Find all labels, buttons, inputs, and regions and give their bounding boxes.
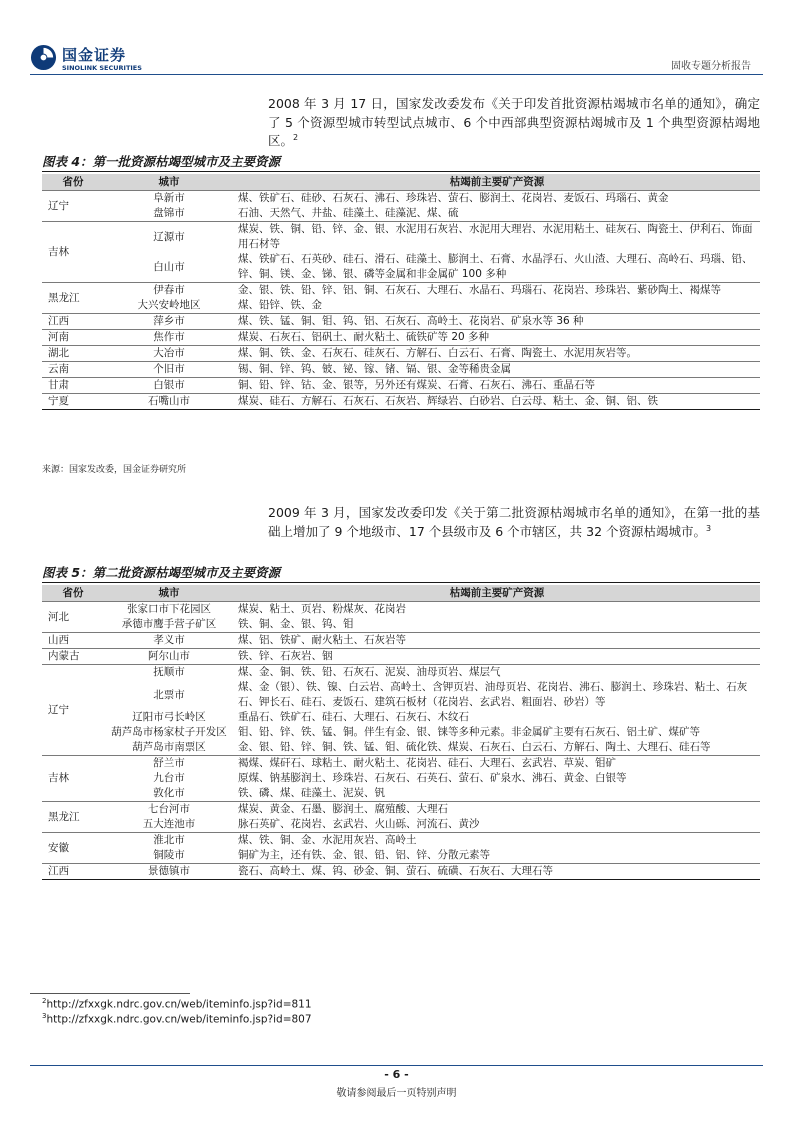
resources-cell: 煤、铝、铁矿、耐火粘土、石灰岩等 — [234, 633, 760, 649]
resource-table-second-batch — [42, 585, 760, 880]
resources-cell: 褐煤、煤矸石、球粘土、耐火粘土、花岗岩、硅石、大理石、玄武岩、草炭、钼矿 — [234, 756, 760, 772]
province-cell: 山西 — [42, 633, 104, 649]
province-cell: 云南 — [42, 362, 104, 378]
city-cell: 阜新市 — [104, 191, 234, 207]
resources-cell: 锡、铜、锌、钨、铍、铋、镓、锗、镉、银、金等稀贵金属 — [234, 362, 760, 378]
province-cell: 甘肃 — [42, 378, 104, 394]
logo-text-en: SINOLINK SECURITIES — [62, 64, 142, 72]
header-province: 省份 — [42, 585, 104, 602]
city-cell: 九台市 — [153, 772, 185, 784]
resources-cell: 石油、天然气、井盐、硅藻土、硅藻泥、煤、硫 — [238, 207, 459, 219]
province-cell: 湖北 — [42, 346, 104, 362]
table-row — [42, 283, 760, 299]
table-row — [42, 617, 760, 633]
province-cell: 吉林 — [42, 756, 104, 802]
city-cell: 大冶市 — [104, 346, 234, 362]
paragraph-first-batch — [268, 95, 760, 151]
resources-cell: 煤、金（银）、铁、镍、白云岩、高岭土、含钾页岩、油母页岩、花岗岩、沸石、膨润土、珍珠岩、粘土、石灰石、钾长石、硅石、麦饭石、建筑石板材（花岗岩、玄武岩、粗面岩、砂岩）等 — [238, 681, 748, 708]
resources-cell: 煤炭、铁、铜、铅、锌、金、银、水泥用石灰岩、水泥用大理岩、水泥用粘土、硅灰石、陶瓷土、伊利石、饰面用石材等 — [234, 222, 760, 253]
table-row — [42, 740, 760, 756]
table-row — [42, 602, 760, 618]
table-row — [42, 848, 760, 864]
header-divider — [30, 74, 763, 75]
table-row — [42, 346, 760, 362]
table-source: 来源：国家发改委，国金证券研究所 — [42, 465, 187, 475]
city-cell: 葫芦岛市杨家杖子开发区 — [111, 726, 227, 738]
city-cell: 白山市 — [153, 260, 185, 273]
province-cell: 江西 — [42, 864, 104, 880]
city-cell: 辽源市 — [104, 222, 234, 253]
province-cell: 辽宁 — [42, 665, 104, 756]
city-cell: 张家口市下花园区 — [104, 602, 234, 618]
province-cell: 安徽 — [42, 833, 104, 864]
resources-cell: 铁、铜、金、银、钨、钼 — [238, 618, 354, 630]
header-resources: 枯竭前主要矿产资源 — [234, 174, 760, 191]
paragraph-text: 2009 年 3 月，国家发改委印发《关于第二批资源枯竭城市名单的通知》，在第一批的基础上增加了 9 个地级市、17 个县级市及 6 个市辖区，共 32 个资源枯竭城市。 — [268, 505, 760, 539]
table-header-row — [42, 174, 760, 191]
city-cell: 铜陵市 — [153, 849, 185, 861]
resources-cell: 煤炭、石灰石、铝矾土、耐火粘土、硫铁矿等 20 多种 — [234, 330, 760, 346]
report-type: 固收专题分析报告 — [671, 61, 751, 72]
resources-cell: 金、银、铅、锌、铜、铁、锰、钼、硫化铁、煤炭、石灰石、白云石、方解石、陶土、大理石、硅石等 — [238, 741, 711, 753]
header-city: 城市 — [104, 174, 234, 191]
table-row — [42, 191, 760, 207]
page-number: - 6 - — [384, 1068, 409, 1081]
table-row — [42, 725, 760, 740]
province-cell: 黑龙江 — [42, 802, 104, 833]
footnote-link[interactable]: http://zfxxgk.ndrc.gov.cn/web/iteminfo.jsp?id=811 — [46, 998, 312, 1011]
city-cell: 萍乡市 — [104, 314, 234, 330]
table-row — [42, 833, 760, 849]
logo-text-cn: 国金证券 — [62, 46, 127, 64]
table-row — [42, 786, 760, 802]
table-row — [42, 330, 760, 346]
disclaimer: 敬请参阅最后一页特别声明 — [336, 1088, 457, 1099]
table-row — [42, 864, 760, 880]
city-cell: 石嘴山市 — [104, 394, 234, 410]
city-cell: 焦作市 — [104, 330, 234, 346]
city-cell: 敦化市 — [153, 787, 185, 799]
city-cell: 盘锦市 — [153, 207, 185, 219]
table-row — [42, 802, 760, 818]
resources-cell: 瓷石、高岭土、煤、钨、砂金、铜、萤石、硫磺、石灰石、大理石等 — [234, 864, 760, 880]
table-row — [42, 680, 760, 710]
city-cell: 白银市 — [104, 378, 234, 394]
table-row — [42, 771, 760, 786]
city-cell: 五大连池市 — [142, 818, 196, 830]
table-row — [42, 222, 760, 253]
table-row — [42, 633, 760, 649]
city-cell: 景德镇市 — [104, 864, 234, 880]
city-cell: 伊春市 — [104, 283, 234, 299]
table-row — [42, 665, 760, 681]
resources-cell: 脉石英矿、花岗岩、玄武岩、火山砾、河流石、黄沙 — [238, 818, 480, 830]
resource-table-first-batch — [42, 174, 760, 410]
resources-cell: 煤、铁矿石、硅砂、石灰石、沸石、珍珠岩、萤石、膨润土、花岗岩、麦饭石、玛瑙石、黄金 — [234, 191, 760, 207]
footnote-number: 2 — [42, 997, 47, 1005]
province-cell: 河南 — [42, 330, 104, 346]
table-row — [42, 710, 760, 725]
table-row — [42, 378, 760, 394]
footnote-link[interactable]: http://zfxxgk.ndrc.gov.cn/web/iteminfo.jsp?id=807 — [46, 1013, 312, 1026]
page-header — [30, 40, 763, 76]
resources-cell: 煤炭、粘土、页岩、粉煤灰、花岗岩 — [234, 602, 760, 618]
resources-cell: 煤、铜、铁、金、石灰石、硅灰石、方解石、白云石、石膏、陶瓷土、水泥用灰岩等。 — [234, 346, 760, 362]
city-cell: 北票市 — [153, 688, 185, 701]
city-cell: 孝义市 — [104, 633, 234, 649]
table-row — [42, 817, 760, 833]
table-row — [42, 756, 760, 772]
resources-cell: 煤炭、黄金、石墨、膨润土、腐殖酸、大理石 — [234, 802, 760, 818]
company-logo — [30, 44, 180, 76]
province-cell: 内蒙古 — [42, 649, 104, 665]
footnote-3[interactable] — [42, 1012, 312, 1026]
resources-cell: 煤、铅锌、铁、金 — [238, 299, 322, 311]
paragraph-second-batch — [268, 504, 760, 541]
city-cell: 大兴安岭地区 — [137, 299, 201, 311]
province-cell: 辽宁 — [42, 191, 104, 222]
resources-cell: 铁、磷、煤、硅藻土、泥炭、钒 — [238, 787, 385, 799]
city-cell: 个旧市 — [104, 362, 234, 378]
footnote-ref: 3 — [706, 523, 712, 533]
city-cell: 舒兰市 — [104, 756, 234, 772]
city-cell: 七台河市 — [104, 802, 234, 818]
footnote-2[interactable] — [42, 997, 312, 1011]
sinolink-logo-icon — [30, 44, 57, 71]
table-row — [42, 649, 760, 665]
table-header-row — [42, 585, 760, 602]
footnote-number: 3 — [42, 1012, 47, 1020]
paragraph-text: 2008 年 3 月 17 日，国家发改委发布《关于印发首批资源枯竭城市名单的通知》，确定了 5 个资源型城市转型试点城市、6 个中西部典型资源枯竭城市及 1 个典型资源枯竭地区。 — [268, 96, 760, 148]
table-row — [42, 252, 760, 283]
city-cell: 抚顺市 — [104, 665, 234, 681]
header-province: 省份 — [42, 174, 104, 191]
table-row — [42, 206, 760, 222]
table-row — [42, 394, 760, 410]
table-row — [42, 362, 760, 378]
province-cell: 吉林 — [42, 222, 104, 283]
resources-cell: 铜、铅、锌、钴、金、银等，另外还有煤炭、石膏、石灰石、沸石、重晶石等 — [234, 378, 760, 394]
header-resources: 枯竭前主要矿产资源 — [234, 585, 760, 602]
city-cell: 承德市鹰手营子矿区 — [121, 618, 217, 630]
province-cell: 黑龙江 — [42, 283, 104, 314]
resources-cell: 原煤、钠基膨润土、珍珠岩、石灰石、石英石、萤石、矿泉水、沸石、黄金、白银等 — [238, 772, 627, 784]
resources-cell: 煤、铁、铜、金、水泥用灰岩、高岭土 — [234, 833, 760, 849]
resources-cell: 铁、锌、石灰岩、铟 — [234, 649, 760, 665]
province-cell: 宁夏 — [42, 394, 104, 410]
footnote-divider — [30, 993, 190, 994]
province-cell: 江西 — [42, 314, 104, 330]
city-cell: 辽阳市弓长岭区 — [132, 711, 206, 723]
city-cell: 阿尔山市 — [104, 649, 234, 665]
figure-title-4: 图表 4：第一批资源枯竭型城市及主要资源 — [42, 152, 760, 172]
city-cell: 淮北市 — [104, 833, 234, 849]
province-cell: 河北 — [42, 602, 104, 633]
resources-cell: 重晶石、铁矿石、硅石、大理石、石灰石、木纹石 — [238, 711, 469, 723]
resources-cell: 煤炭、硅石、方解石、石灰石、石灰岩、辉绿岩、白砂岩、白云母、粘土、金、铜、铝、铁 — [234, 394, 760, 410]
footnote-ref: 2 — [293, 132, 299, 142]
footer-divider — [30, 1065, 763, 1066]
resources-cell: 煤、金、铜、铁、铅、石灰石、泥炭、油母页岩、煤层气 — [234, 665, 760, 681]
city-cell: 葫芦岛市南票区 — [132, 741, 206, 753]
resources-cell: 煤、铁、锰、铜、钼、钨、铝、石灰石、高岭土、花岗岩、矿泉水等 36 种 — [234, 314, 760, 330]
header-city: 城市 — [104, 585, 234, 602]
figure-title-5: 图表 5：第二批资源枯竭型城市及主要资源 — [42, 563, 760, 583]
resources-cell: 煤、铁矿石、石英砂、硅石、滑石、硅藻土、膨润土、石膏、水晶浮石、火山渣、大理石、高岭石、玛瑙、铅、锌、铜、镁、金、锑、银、磷等金属和非金属矿 100 多种 — [238, 253, 753, 280]
table-row — [42, 314, 760, 330]
table-row — [42, 298, 760, 314]
resources-cell: 铜矿为主，还有铁、金、银、铅、铝、锌、分散元素等 — [238, 849, 490, 861]
resources-cell: 金、银、铁、铅、锌、铝、铜、石灰石、大理石、水晶石、玛瑙石、花岗岩、珍珠岩、紫砂陶土、褐煤等 — [234, 283, 760, 299]
resources-cell: 钼、铅、锌、铁、锰、铜。伴生有金、银、铼等多种元素。非金属矿主要有石灰石、铝土矿、煤矿等 — [238, 726, 700, 738]
